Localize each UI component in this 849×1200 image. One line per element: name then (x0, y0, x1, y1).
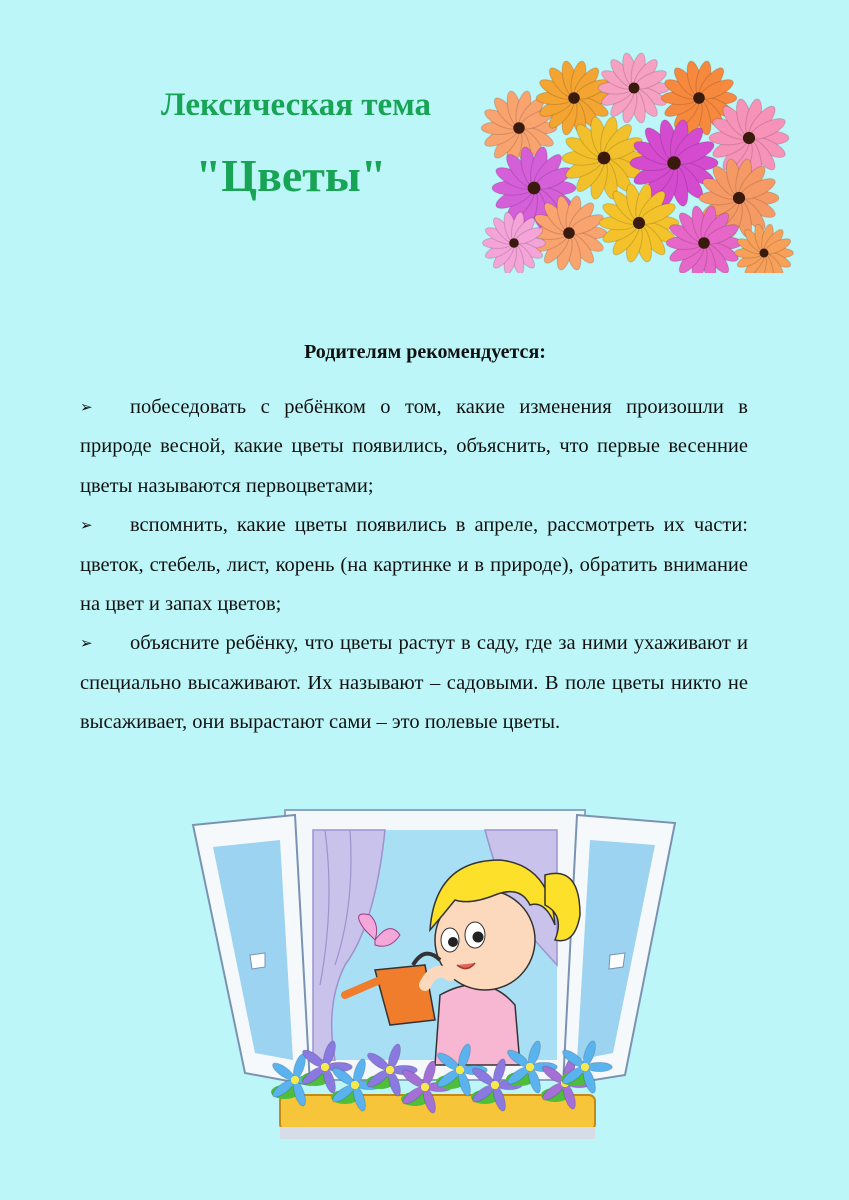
recommendation-text: вспомнить, какие цветы появились в апреле, рассмотреть их части: цветок, стебель, лист, корень (на картинке и в природе), обратить внимание на цвет и запах цветов; (80, 514, 748, 616)
recommendation-item (80, 624, 748, 742)
girl-watering-flowers-illustration (185, 805, 685, 1150)
flower-bouquet-icon (474, 48, 794, 273)
recommendation-list (80, 388, 748, 743)
topic-title: "Цветы" (195, 150, 387, 201)
topic-label: Лексическая тема (161, 87, 431, 123)
arrow-bullet-icon: ➢ (80, 634, 93, 653)
arrow-bullet-icon: ➢ (80, 516, 93, 535)
parents-recommendation-heading: Родителям рекомендуется: (304, 341, 546, 363)
recommendation-text: объясните ребёнку, что цветы растут в саду, где за ними ухаживают и специально высаживают. Их называют – садовыми. В поле цветы никто не высаживает, они вырастают сами – это полевые цветы. (80, 632, 748, 734)
recommendation-item (80, 506, 748, 624)
recommendation-text: побеседовать с ребёнком о том, какие изменения произошли в природе весной, какие цветы появились, объяснить, что первые весенние цветы называются первоцветами; (80, 396, 748, 497)
recommendation-item (80, 388, 748, 506)
arrow-bullet-icon: ➢ (80, 398, 93, 416)
